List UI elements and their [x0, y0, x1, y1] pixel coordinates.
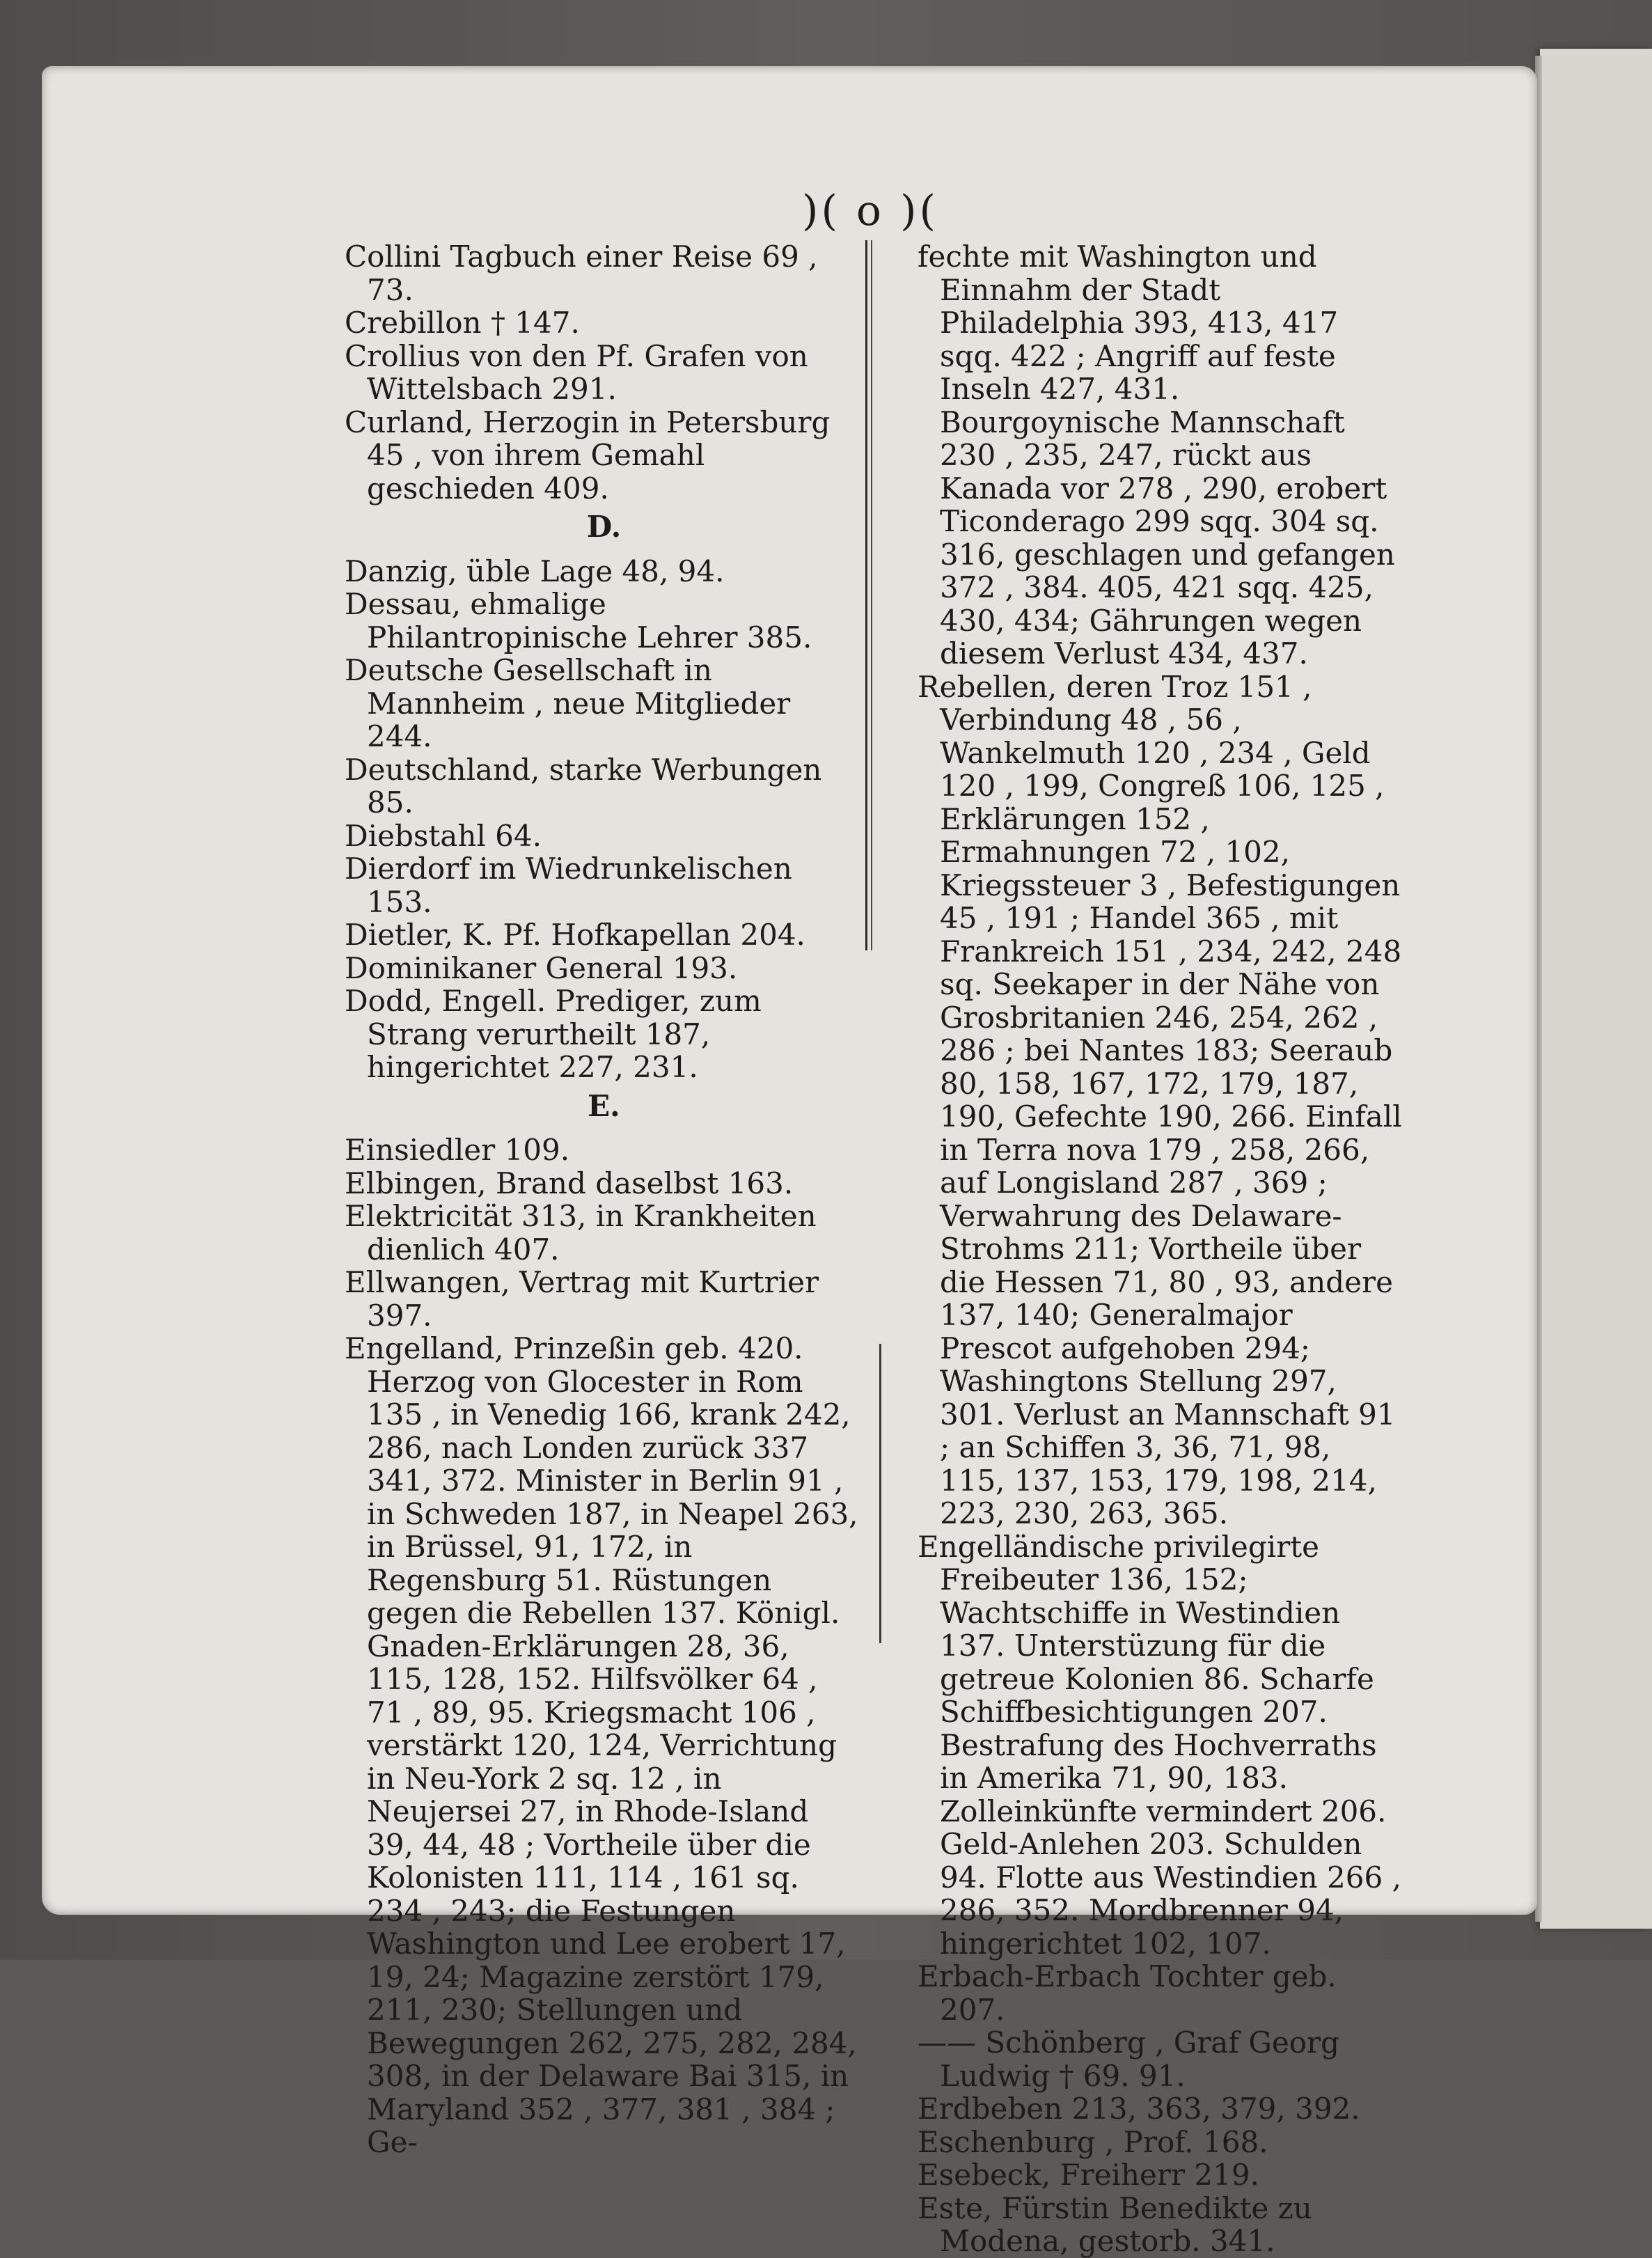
index-entry: Deutsche Gesellschaft in Mannheim , neue Mitglieder 244.	[345, 653, 791, 753]
index-entry: Elektricität 313, in Krankheiten dienlich 407.	[345, 1199, 817, 1267]
index-entry: Elbingen, Brand daselbst 163.	[345, 1166, 794, 1200]
index-entry: Dodd, Engell. Prediger, zum Strang verurtheilt 187, hingerichtet 227, 231.	[345, 984, 762, 1084]
index-entry: Crebillon † 147.	[345, 306, 580, 340]
index-entry: Collini Tagbuch einer Reise 69 , 73.	[345, 240, 818, 307]
index-entry: Dessau, ehmalige Philantropinische Lehrer 385.	[345, 587, 812, 654]
page-header-ornament: )( o )(	[802, 187, 938, 235]
index-entry: Dominikaner General 193.	[345, 950, 738, 985]
index-entry: fechte mit Washington und Einnahm der Stadt Philadelphia 393, 413, 417 sqq. 422 ; Angriff auf feste Inseln 427, 431. Bourgoynische Mannschaft 230 , 235, 247, rückt aus Kanada vor 278 , 290, erobert Ticonderago 299 sqq. 304 sq. 316, geschlagen und gefangen 372 , 384. 405, 421 sqq. 425, 430, 434; Gährungen wegen diesem Verlust 434, 437.	[918, 240, 1395, 671]
column-divider-inner	[871, 240, 872, 950]
index-entry: Diebstahl 64.	[345, 818, 542, 853]
index-entry: Rebellen, deren Troz 151 , Verbindung 48 , 56 , Wankelmuth 120 , 234 , Geld 120 , 199, Congreß 106, 125 , Erklärungen 152 , Ermahnungen 72 , 102, Kriegssteuer 3 , Befestigungen 45 , 191 ; Handel 365 , mit Frankreich 151 , 234, 242, 248 sq. Seekaper in der Nähe von Grosbritanien 246, 254, 262 , 286 ; bei Nantes 183; Seeraub 80, 158, 167, 172, 179, 187, 190, Gefechte 190, 266. Einfall in Terra nova 179 , 258, 266, auf Longisland 287 , 369 ; Verwahrung des Delaware-Strohms 211; Vortheile über die Hessen 71, 80 , 93, andere 137, 140; Generalmajor Prescot aufgehoben 294; Washingtons Stellung 297, 301. Verlust an Mannschaft 91 ; an Schiffen 3, 36, 71, 98, 115, 137, 153, 179, 198, 214, 223, 230, 263, 365.	[918, 669, 1402, 1530]
index-entry: Erdbeben 213, 363, 379, 392.	[918, 2092, 1360, 2126]
adjacent-page-edge	[1540, 49, 1652, 1929]
index-entry: Curland, Herzogin in Petersburg 45 , von ihrem Gemahl geschieden 409.	[345, 405, 831, 505]
index-entry: Erbach-Erbach Tochter geb. 207.	[918, 1959, 1337, 2027]
index-entry: Ellwangen, Vertrag mit Kurtrier 397.	[345, 1265, 819, 1333]
index-entry: Dierdorf im Wiedrunkelischen 153.	[345, 852, 792, 919]
index-entry: Engelland, Prinzeßin geb. 420. Herzog von Glocester in Rom 135 , in Venedig 166, krank 242, 286, nach Londen zurück 337 341, 372. Minister in Berlin 91 , in Schweden 187, in Neapel 263, in Brüssel, 91, 172, in Regensburg 51. Rüstungen gegen die Rebellen 137. Königl. Gnaden-Erklärungen 28, 36, 115, 128, 152. Hilfsvölker 64 , 71 , 89, 95. Kriegsmacht 106 , verstärkt 120, 124, Verrichtung in Neu-York 2 sq. 12 , in Neujersei 27, in Rhode-Island 39, 44, 48 ; Vortheile über die Kolonisten 111, 114 , 161 sq. 234 , 243; die Festungen Washington und Lee erobert 17, 19, 24; Magazine zerstört 179, 211, 230; Stellungen und Bewegungen 262, 275, 282, 284, 308, in der Delaware Bai 315, in Maryland 352 , 377, 381 , 384 ; Ge-	[345, 1331, 858, 2159]
index-entry: Einsiedler 109.	[345, 1133, 570, 1167]
left-column	[345, 240, 863, 2159]
index-entry: Esebeck, Freiherr 219.	[918, 2158, 1259, 2192]
index-entry: —— Schönberg , Graf Georg Ludwig † 69. 91.	[918, 2025, 1340, 2093]
column-divider	[865, 240, 867, 950]
right-column	[918, 240, 1405, 2258]
column-divider-lower	[879, 1344, 881, 1643]
index-entry: Deutschland, starke Werbungen 85.	[345, 752, 822, 820]
index-entry: Engelländische privilegirte Freibeuter 136, 152; Wachtschiffe in Westindien 137. Unterstüzung für die getreue Kolonien 86. Scharfe Schiffbesichtigungen 207. Bestrafung des Hochverraths in Amerika 71, 90, 183. Zolleinkünfte vermindert 206. Geld-Anlehen 203. Schulden 94. Flotte aus Westindien 266 , 286, 352. Mordbrenner 94, hingerichtet 102, 107.	[918, 1529, 1401, 1961]
section-letter-e: E.	[588, 1088, 620, 1123]
index-entry: Danzig, üble Lage 48, 94.	[345, 554, 725, 588]
index-entry: Crollius von den Pf. Grafen von Wittelsbach 291.	[345, 338, 808, 406]
section-letter-d: D.	[586, 510, 622, 544]
index-entry: Dietler, K. Pf. Hofkapellan 204.	[345, 918, 805, 952]
index-entry: Este, Fürstin Benedikte zu Modena, gestorb. 341.	[918, 2190, 1312, 2258]
index-entry: Eschenburg , Prof. 168.	[918, 2124, 1268, 2159]
